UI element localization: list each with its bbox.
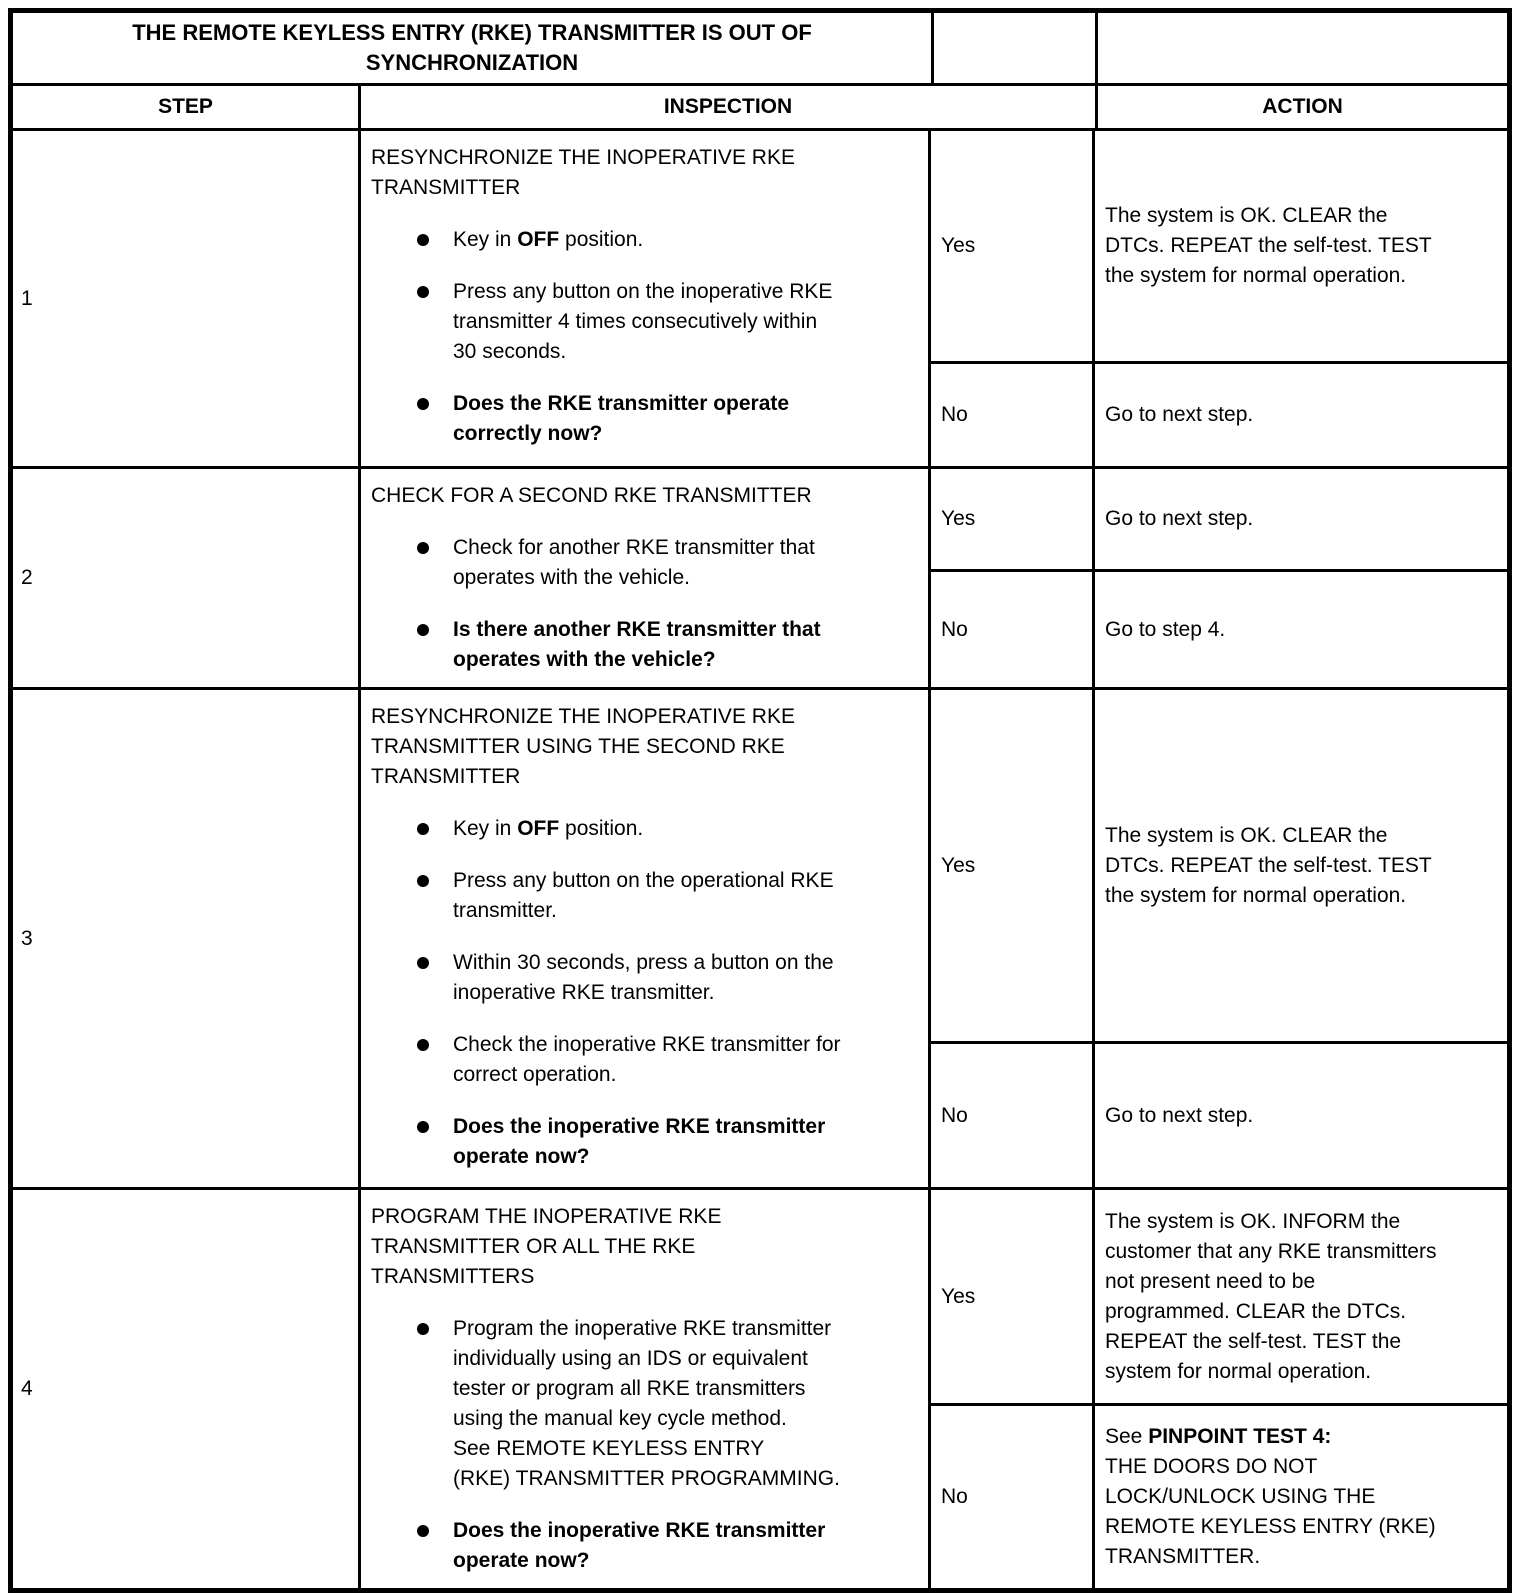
text-line: PROGRAM THE INOPERATIVE RKE xyxy=(371,1205,722,1228)
text-line: THE REMOTE KEYLESS ENTRY (RKE) TRANSMITTER IS OUT OF xyxy=(132,20,812,45)
text-line: transmitter. xyxy=(453,899,557,922)
inspection-question-bullet xyxy=(417,615,922,675)
outcome-no xyxy=(928,1403,1507,1588)
text-line: 30 seconds. xyxy=(453,340,567,363)
bullet-icon xyxy=(417,286,429,298)
header-inspection-label: INSPECTION xyxy=(663,95,793,118)
inspection-bullet xyxy=(417,533,922,593)
text-line: REMOTE KEYLESS ENTRY (RKE) xyxy=(1105,1515,1436,1538)
bullet-icon xyxy=(417,398,429,410)
text-line: TRANSMITTER. xyxy=(1105,1545,1261,1568)
action-cell xyxy=(1092,690,1507,1041)
text-line: Go to next step. xyxy=(1105,507,1254,530)
outcome-yes xyxy=(928,131,1507,361)
text-line: the system for normal operation. xyxy=(1105,264,1407,287)
bullet-icon xyxy=(417,1323,429,1335)
header-step xyxy=(13,86,358,128)
bullet-icon xyxy=(417,1121,429,1133)
answer-no: No xyxy=(928,572,1092,687)
answer-no: No xyxy=(928,1044,1092,1187)
header-action-label: ACTION xyxy=(1262,95,1343,118)
text-line: the system for normal operation. xyxy=(1105,883,1407,907)
text-line: Go to next step. xyxy=(1105,403,1254,426)
answer-no: No xyxy=(928,364,1092,466)
text-line: individually using an IDS or equivalent xyxy=(453,1347,808,1370)
inspection-bullet xyxy=(417,1030,922,1090)
text-line: transmitter 4 times consecutively within xyxy=(453,310,818,333)
header-step-label: STEP xyxy=(158,95,213,118)
diagnostic-table xyxy=(8,8,1512,1593)
text-line: Is there another RKE transmitter that xyxy=(453,618,821,641)
outcomes xyxy=(928,131,1507,466)
text-line: Key in OFF position. xyxy=(453,228,644,251)
text-line: tester or program all RKE transmitters xyxy=(453,1377,806,1400)
text-line: THE DOORS DO NOT xyxy=(1105,1455,1318,1478)
step-number-label: 2 xyxy=(21,566,33,589)
text-line: (RKE) TRANSMITTER PROGRAMMING. xyxy=(453,1467,840,1490)
outcome-no xyxy=(928,1041,1507,1187)
text-line: See REMOTE KEYLESS ENTRY xyxy=(453,1437,765,1460)
action-cell xyxy=(1092,1406,1507,1588)
bullet-icon xyxy=(417,1525,429,1537)
answer-yes: Yes xyxy=(928,469,1092,569)
text-line: TRANSMITTERS xyxy=(371,1265,535,1288)
text-line: Does the inoperative RKE transmitter xyxy=(453,1519,826,1542)
inspection-bullet xyxy=(417,277,922,367)
title-row xyxy=(13,13,1507,83)
inspection-question-bullet xyxy=(417,1112,922,1172)
inspection-heading xyxy=(371,481,922,511)
outcome-no xyxy=(928,569,1507,687)
column-header-row xyxy=(13,83,1507,128)
inspection-bullet xyxy=(417,948,922,1008)
bullet-icon xyxy=(417,624,429,636)
step-row-3 xyxy=(13,687,1507,1187)
outcomes xyxy=(928,1190,1507,1588)
text-line: Go to next step. xyxy=(1105,1103,1254,1127)
inspection-bullet xyxy=(417,866,922,926)
text-line: TRANSMITTER xyxy=(371,765,521,788)
text-line: operates with the vehicle. xyxy=(453,566,690,589)
text-line: Check the inoperative RKE transmitter for xyxy=(453,1033,841,1056)
text-line: Check for another RKE transmitter that xyxy=(453,536,815,559)
text-line: CHECK FOR A SECOND RKE TRANSMITTER xyxy=(371,484,812,507)
inspection-question-bullet xyxy=(417,389,922,449)
inspection-heading xyxy=(371,143,922,203)
title-empty-cell-1 xyxy=(931,13,1095,83)
text-line: Key in OFF position. xyxy=(453,817,644,840)
outcome-yes xyxy=(928,469,1507,569)
step-number-label: 3 xyxy=(21,926,33,950)
inspection-heading xyxy=(371,1202,922,1292)
bullet-icon xyxy=(417,234,429,246)
inspection-cell xyxy=(358,690,928,1187)
text-line: SYNCHRONIZATION xyxy=(365,50,579,75)
bullet-icon xyxy=(417,1039,429,1051)
header-inspection xyxy=(358,86,1095,128)
text-line: Does the inoperative RKE transmitter xyxy=(453,1115,826,1138)
text-line: TRANSMITTER USING THE SECOND RKE xyxy=(371,735,785,758)
step-row-4 xyxy=(13,1187,1507,1588)
text-line: Press any button on the operational RKE xyxy=(453,869,834,892)
step-number xyxy=(13,131,358,466)
step-row-1 xyxy=(13,128,1507,466)
answer-yes: Yes xyxy=(928,131,1092,361)
inspection-cell xyxy=(358,469,928,687)
text-line: LOCK/UNLOCK USING THE xyxy=(1105,1485,1376,1508)
inspection-cell xyxy=(358,1190,928,1588)
answer-yes: Yes xyxy=(928,1190,1092,1403)
answer-yes: Yes xyxy=(928,690,1092,1041)
inspection-heading xyxy=(371,702,922,792)
step-number-label: 4 xyxy=(21,1377,33,1400)
text-line: operate now? xyxy=(453,1145,590,1168)
text-line: See PINPOINT TEST 4: xyxy=(1105,1425,1332,1448)
text-line: Does the RKE transmitter operate xyxy=(453,392,790,415)
text-line: programmed. CLEAR the DTCs. xyxy=(1105,1299,1407,1323)
text-line: REPEAT the self-test. TEST the xyxy=(1105,1329,1402,1353)
action-cell xyxy=(1092,1044,1507,1187)
table-title-text xyxy=(132,18,812,78)
text-line: correctly now? xyxy=(453,422,603,445)
action-cell xyxy=(1092,469,1507,569)
step-row-2 xyxy=(13,466,1507,687)
text-line: Within 30 seconds, press a button on the xyxy=(453,951,834,974)
outcomes xyxy=(928,690,1507,1187)
title-empty-cell-2 xyxy=(1095,13,1507,83)
inspection-bullet xyxy=(417,225,922,255)
outcomes xyxy=(928,469,1507,687)
text-line: Go to step 4. xyxy=(1105,617,1226,641)
text-line: operate now? xyxy=(453,1549,590,1572)
text-line: using the manual key cycle method. xyxy=(453,1407,787,1430)
text-line: operates with the vehicle? xyxy=(453,648,716,671)
text-line: Press any button on the inoperative RKE xyxy=(453,280,833,303)
inspection-bullet xyxy=(417,814,922,844)
outcome-yes xyxy=(928,1190,1507,1403)
bullet-icon xyxy=(417,957,429,969)
step-number-label: 1 xyxy=(21,286,33,310)
bullet-icon xyxy=(417,823,429,835)
text-line: TRANSMITTER xyxy=(371,176,521,199)
step-number xyxy=(13,469,358,687)
step-number xyxy=(13,690,358,1187)
text-line: RESYNCHRONIZE THE INOPERATIVE RKE xyxy=(371,146,795,169)
answer-no: No xyxy=(928,1406,1092,1588)
text-line: The system is OK. CLEAR the xyxy=(1105,823,1388,847)
action-cell xyxy=(1092,364,1507,466)
text-line: system for normal operation. xyxy=(1105,1359,1372,1383)
text-line: customer that any RKE transmitters xyxy=(1105,1239,1437,1263)
bullet-icon xyxy=(417,542,429,554)
action-cell xyxy=(1092,131,1507,361)
header-action xyxy=(1095,86,1507,128)
inspection-bullet xyxy=(417,1314,922,1494)
action-cell xyxy=(1092,1190,1507,1403)
bullet-icon xyxy=(417,875,429,887)
text-line: correct operation. xyxy=(453,1063,617,1086)
text-line: The system is OK. INFORM the xyxy=(1105,1209,1401,1233)
inspection-question-bullet xyxy=(417,1516,922,1576)
outcome-no xyxy=(928,361,1507,466)
text-line: DTCs. REPEAT the self-test. TEST xyxy=(1105,234,1432,257)
outcome-yes xyxy=(928,690,1507,1041)
text-line: The system is OK. CLEAR the xyxy=(1105,204,1388,227)
action-cell xyxy=(1092,572,1507,687)
text-line: TRANSMITTER OR ALL THE RKE xyxy=(371,1235,696,1258)
text-line: RESYNCHRONIZE THE INOPERATIVE RKE xyxy=(371,705,795,728)
text-line: Program the inoperative RKE transmitter xyxy=(453,1317,832,1340)
inspection-cell xyxy=(358,131,928,466)
text-line: not present need to be xyxy=(1105,1269,1316,1293)
text-line: DTCs. REPEAT the self-test. TEST xyxy=(1105,853,1432,877)
text-line: inoperative RKE transmitter. xyxy=(453,981,715,1004)
step-number xyxy=(13,1190,358,1588)
table-title xyxy=(13,13,931,83)
